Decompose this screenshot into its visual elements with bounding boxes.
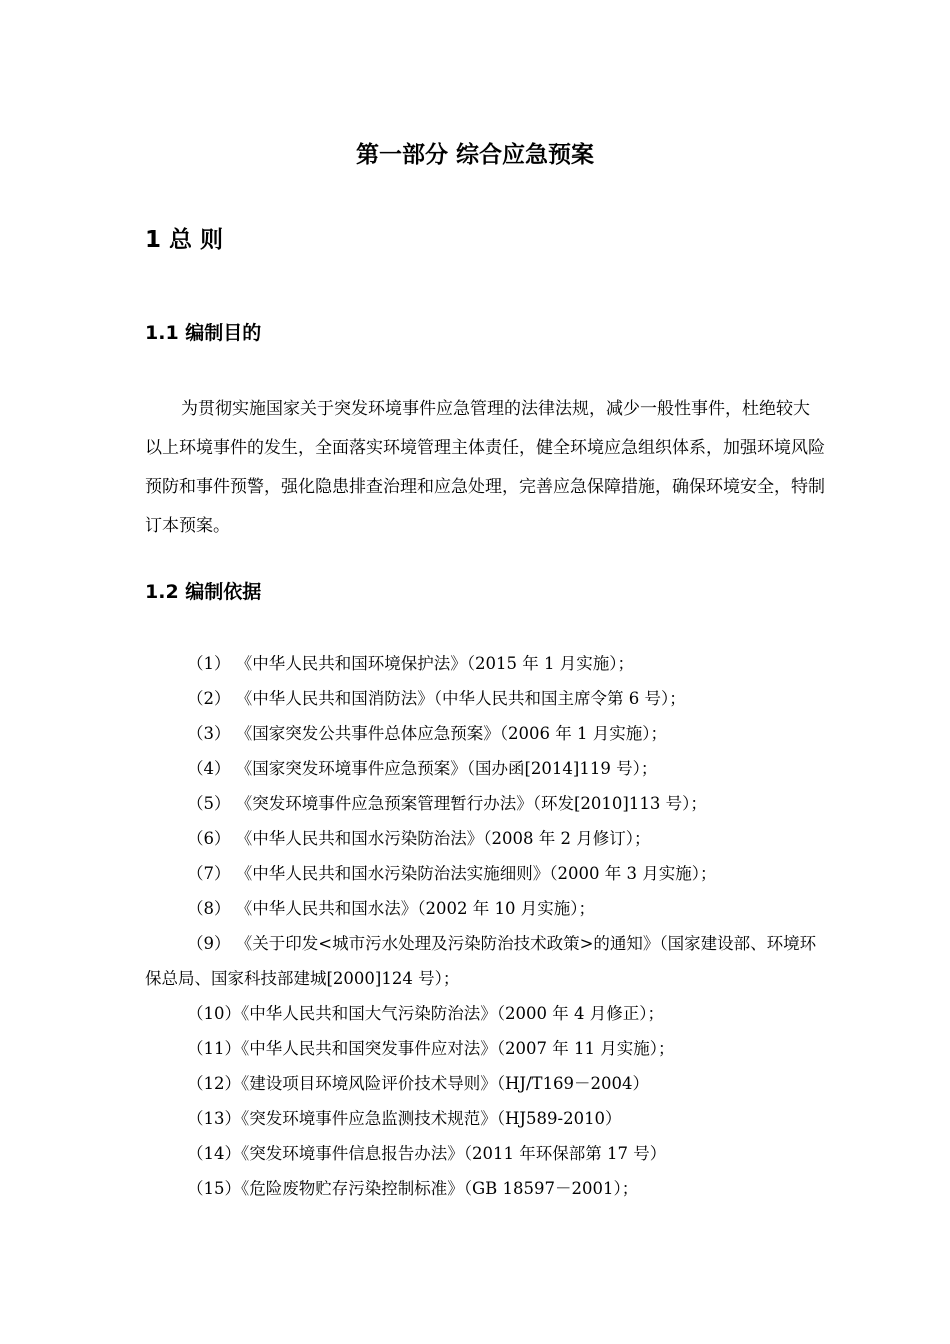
purpose-paragraph: 为贯彻实施国家关于突发环境事件应急管理的法律法规，减少一般性事件，杜绝较大以上环境事件的发生，全面落实环境管理主体责任，健全环境应急组织体系，加强环境风险预防和事件预警，强化隐患排查治理和应急处理，完善应急保障措施，确保环境安全，特制订本预案。 xyxy=(145,399,825,536)
section-heading-purpose: 1.1 编制目的 xyxy=(145,322,262,344)
reference-item: （11）《中华人民共和国突发事件应对法》（2007 年 11 月实施）； xyxy=(187,1039,675,1058)
reference-item: （6） 《中华人民共和国水污染防治法》（2008 年 2 月修订）； xyxy=(187,829,651,848)
chapter-title: 1 总 则 xyxy=(145,227,224,253)
reference-item: （14）《突发环境事件信息报告办法》（2011 年环保部第 17 号） xyxy=(187,1144,667,1163)
reference-item: （9） 《关于印发<城市污水处理及污染防治技术政策>的通知》（国家建设部、环境环保总局、国家科技部建城[2000]124 号）； xyxy=(145,934,817,988)
part-title: 第一部分 综合应急预案 xyxy=(355,142,594,168)
reference-item: （10）《中华人民共和国大气污染防治法》（2000 年 4 月修正）； xyxy=(187,1004,664,1023)
reference-item: （3） 《国家突发公共事件总体应急预案》（2006 年 1 月实施）； xyxy=(187,724,667,743)
reference-item: （2） 《中华人民共和国消防法》（中华人民共和国主席令第 6 号）； xyxy=(187,689,686,708)
reference-item: （13）《突发环境事件应急监测技术规范》（HJ589-2010） xyxy=(187,1109,622,1128)
reference-item: （15）《危险废物贮存污染控制标准》（GB 18597－2001）； xyxy=(187,1179,639,1198)
reference-item: （1） 《中华人民共和国环境保护法》（2015 年 1 月实施）； xyxy=(187,654,634,673)
reference-item: （4） 《国家突发环境事件应急预案》（国办函[2014]119 号）； xyxy=(187,759,658,778)
section-heading-basis: 1.2 编制依据 xyxy=(145,581,262,603)
reference-list xyxy=(145,646,825,1206)
reference-item: （8） 《中华人民共和国水法》（2002 年 10 月实施）； xyxy=(187,899,595,918)
reference-item: （7） 《中华人民共和国水污染防治法实施细则》（2000 年 3 月实施）； xyxy=(187,864,717,883)
reference-item: （12）《建设项目环境风险评价技术导则》（HJ/T169－2004） xyxy=(187,1074,650,1093)
reference-item: （5） 《突发环境事件应急预案管理暂行办法》（环发[2010]113 号）； xyxy=(187,794,707,813)
